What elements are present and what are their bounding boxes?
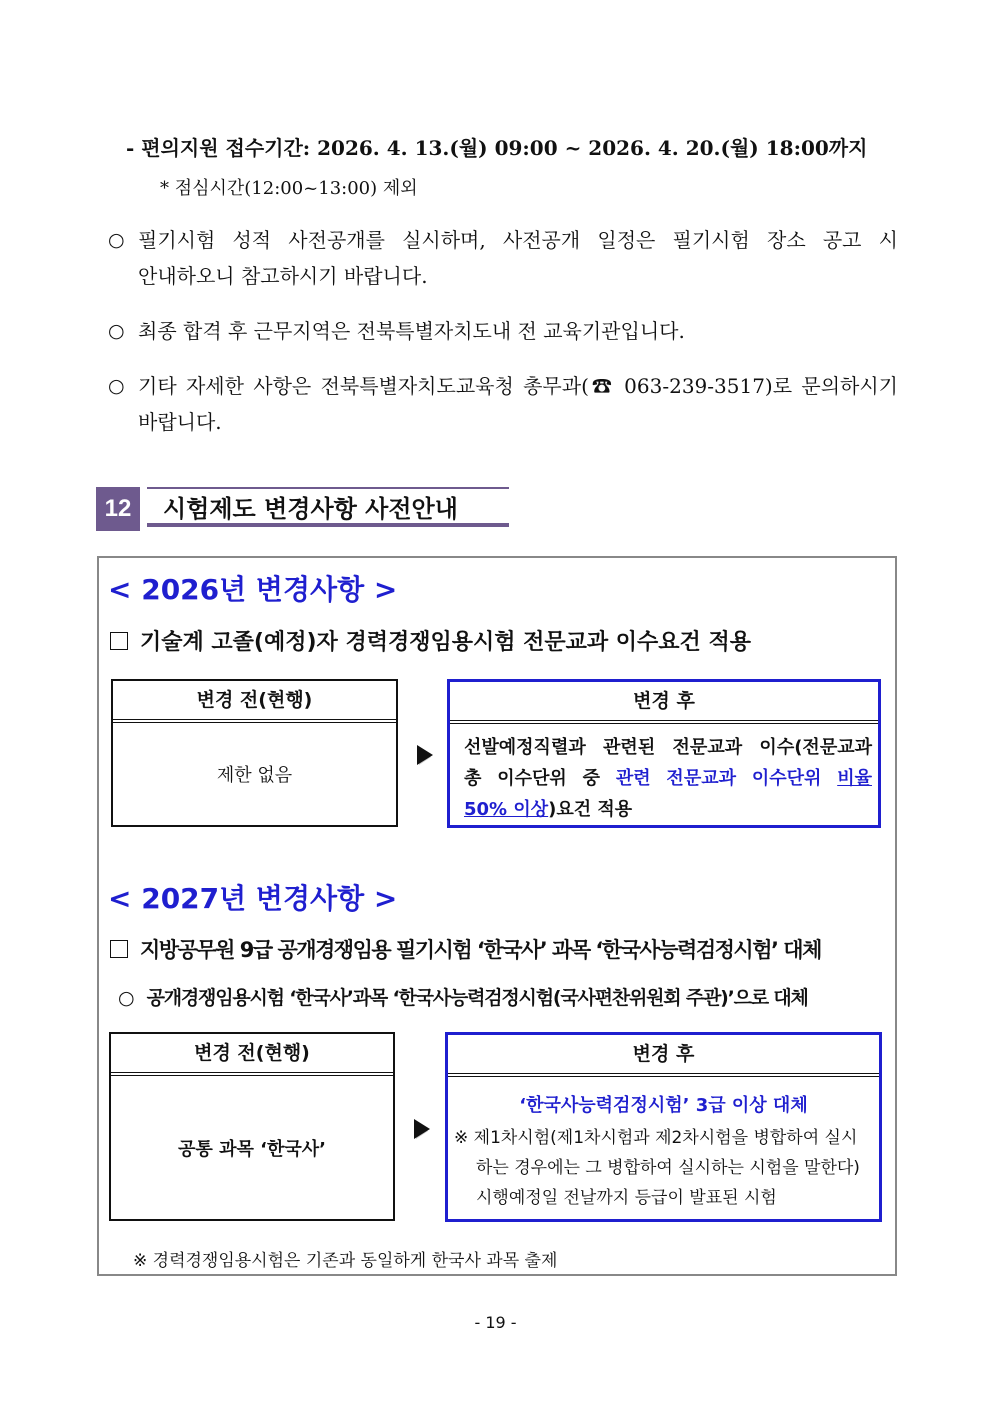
application-period: - 편의지원 접수기간: 2026. 4. 13.(월) 09:00 ~ 2026. 4. 20.(월) 18:00까지 bbox=[126, 136, 868, 160]
bullet-line: 바랍니다. bbox=[138, 410, 222, 434]
bullet-mark: ○ bbox=[108, 375, 125, 397]
after-box-2026 bbox=[447, 679, 881, 828]
checkbox-square-icon bbox=[110, 632, 128, 650]
item-2026-text: 기술계 고졸(예정)자 경력경쟁임용시험 전문교과 이수요건 적용 bbox=[140, 630, 751, 655]
sub-item-text: 공개경쟁임용시험 ‘한국사’과목 ‘한국사능력검정시험(국사편찬위원회 주관)’으로 대체 bbox=[146, 987, 808, 1009]
footnote: ※ 경력경쟁임용시험은 기존과 동일하게 한국사 과목 출제 bbox=[133, 1251, 558, 1271]
bullet-line: 필기시험 성적 사전공개를 실시하며, 사전공개 일정은 필기시험 장소 공고 시 bbox=[138, 228, 898, 252]
bullet-line: 안내하오니 참고하시기 바랍니다. bbox=[138, 264, 428, 288]
after-line: 하는 경우에는 그 병합하여 실시하는 시험을 말한다) bbox=[476, 1158, 860, 1178]
section-title: 시험제도 변경사항 사전안내 bbox=[147, 487, 509, 527]
after-header: 변경 후 bbox=[448, 1035, 879, 1077]
item-2027 bbox=[110, 934, 821, 964]
bullet-mark: ○ bbox=[108, 320, 125, 342]
after-line bbox=[464, 794, 872, 825]
bullet-mark: ○ bbox=[108, 229, 125, 251]
after-line: 선발예정직렬과 관련된 전문교과 이수(전문교과 bbox=[464, 737, 872, 758]
heading-2026: < 2026년 변경사항 > bbox=[108, 573, 398, 606]
after-line bbox=[464, 763, 872, 794]
heading-2027: < 2027년 변경사항 > bbox=[108, 882, 398, 915]
bullet-line: 기타 자세한 사항은 전북특별자치도교육청 총무과(☎ 063-239-3517)로 문의하시기 bbox=[138, 374, 898, 398]
page-number: - 19 - bbox=[474, 1313, 517, 1332]
before-header: 변경 전(현행) bbox=[111, 1034, 393, 1076]
section-number: 12 bbox=[96, 487, 140, 531]
after-highlight-underline: 비율 bbox=[837, 768, 872, 789]
arrow-right-icon bbox=[417, 745, 433, 765]
after-highlight: 관련 전문교과 이수단위 bbox=[615, 768, 838, 789]
after-highlight-underline: 50% 이상 bbox=[464, 799, 549, 820]
after-box-2027 bbox=[445, 1032, 882, 1222]
after-line: ※ 제1차시험(제1차시험과 제2차시험을 병합하여 실시 bbox=[454, 1128, 858, 1148]
after-highlight: ‘한국사능력검정시험’ 3급 이상 대체 bbox=[519, 1095, 808, 1116]
checkbox-square-icon bbox=[110, 940, 128, 958]
item-2027-text: 지방공무원 9급 공개경쟁임용 필기시험 ‘한국사’ 과목 ‘한국사능력검정시험’ 대체 bbox=[140, 938, 821, 962]
bullet-contact bbox=[108, 368, 898, 440]
bullet-work-location bbox=[108, 313, 898, 349]
lunch-note: * 점심시간(12:00~13:00) 제외 bbox=[160, 178, 418, 199]
arrow-right-icon bbox=[414, 1119, 430, 1139]
sub-item-2027 bbox=[118, 983, 808, 1010]
bullet-score-disclosure bbox=[108, 222, 898, 294]
before-body: 제한 없음 bbox=[216, 765, 293, 786]
after-text: )요건 적용 bbox=[548, 799, 633, 820]
before-box-2026 bbox=[111, 679, 398, 827]
after-note bbox=[454, 1123, 875, 1213]
bullet-line: 최종 합격 후 근무지역은 전북특별자치도내 전 교육기관입니다. bbox=[138, 319, 685, 343]
after-body bbox=[464, 732, 872, 825]
before-box-2027 bbox=[109, 1032, 395, 1221]
sub-item-mark: ○ bbox=[118, 987, 135, 1009]
after-header: 변경 후 bbox=[450, 682, 878, 724]
after-line: 시행예정일 전날까지 등급이 발표된 시험 bbox=[476, 1188, 777, 1208]
before-body: 공통 과목 ‘한국사’ bbox=[178, 1138, 326, 1160]
item-2026 bbox=[110, 625, 751, 656]
before-header: 변경 전(현행) bbox=[113, 681, 396, 723]
after-text: 총 이수단위 중 bbox=[464, 768, 616, 789]
